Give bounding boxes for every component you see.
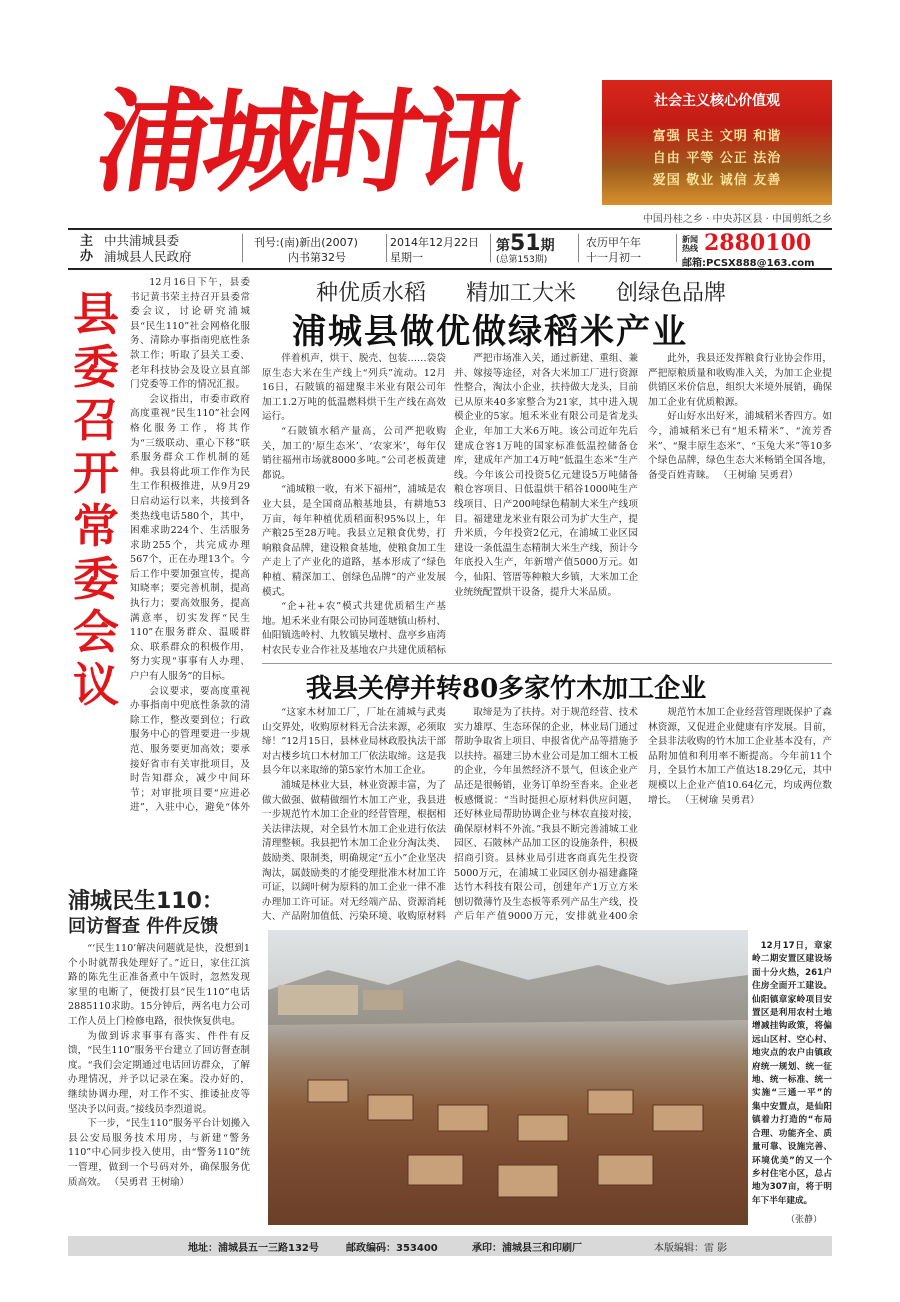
- core-values-banner: [602, 80, 832, 205]
- hotline-label: 新闻 热线: [682, 235, 698, 253]
- sponsor-names: 中共浦城县委 浦城县人民政府: [104, 233, 192, 264]
- footer-bar: [68, 1236, 832, 1256]
- photo-caption: 12月17日，章家岭二期安置区建设场面十分火热，261户住房全面开工建设。仙阳镇章家岭项目安置区是利用农村土地增减挂钩政策，将偏远山区村、空心村、地灾点的农户由镇政府统一规划、统一征地、统一标准、统一实施“三通一平”的集中安置点，是仙阳镇着力打造的“布局合理、功能齐全、质量可靠、设施完善、环境优美”的又一个乡村住宅小区，总占地为307亩，将于明年下半年建成。: [752, 941, 832, 1206]
- issue-number: 第51期 (总第153期): [496, 231, 555, 265]
- footer-address: 地址：浦城县五一三路132号: [188, 1243, 319, 1254]
- hotline-number: 2880100: [704, 230, 812, 256]
- main-story-col-2: 严把市场准入关，通过新建、重组、兼并、嫁接等途径，对各大米加工厂进行资源性整合，淘汰小企业，扶持做大龙头，目前已从原来40多家整合为21家，其中进入规模企业的5家。旭禾米业有限公司是省龙头企业，年加工大米6万吨。该公司近年先后建成仓容1万吨的国家标准低温控储备仓库，建成年产加工4万吨“低温生态米”生产线。今年该公司投资5亿元建设5万吨储备粮仓容项目、日低温烘干稻谷1000吨生产线项目、日产200吨绿色精制大米生产线项目。福建建龙米业有限公司为扩大生产，提升米质，今年投资2亿元，在浦城工业区园建设一条低温生态精制大米生产线，预计今年底投入生产，年新增产值5000万元。如今，仙阳、管厝等种粮大乡镇，大米加工企业统统配置烘干设备，提升大米品质。: [454, 353, 638, 598]
- second-story-col-2: 取缔是为了扶持。对于规范经营、技术实力雄厚、生态环保的企业，林业局门通过帮助争取省上项目、申报省优产品等措施予以扶持。福建三协木业公司是加工细木工板的企业，今年虽然经济不景气，但该企业产品还是很畅销，业务订单纷至沓来。企业老板感慨说：“当时挺担心原材料供应问题，还好林业局帮助协调企业与林农直接对接，确保原材料不外流。”我县不断完善浦城工业园区、石陂林产品加工区的设施条件，积极招商引资。县林业局引进客商真先生投资5000万元，在浦城工业园区创办福建鑫隆达竹木科技有限公司，创建年产1万立方米刨切微薄竹及生态板等系列产品生产线，投产后年产值9000万元，安排就业400余: [454, 707, 638, 923]
- photo-credit: （张静）: [786, 1215, 823, 1225]
- banner-row: 富强 民主 文明 和谐: [652, 129, 782, 144]
- main-story-col-1: 伴着机声，烘干、脱壳、包装……袋袋原生态大米在生产线上“列兵”流动。12月16日，石陂镇的福建聚丰米业有限公司年加工1.2万吨的低温燃料烘干生产线在高效运行。 “石陂镇水稻产量高，公司严把收购关，加工的‘原生态米’、‘农家米’，每年仅销往福州市场就8000多吨。”公司老板黄建都说。 “浦城粮一收，有米下福州”，浦城是农业大县，是全国商品粮基地县，有耕地53万亩，每年种植优质稻面积95%以上，年产粮25至28万吨。我县立足粮食优势，打响粮食品牌，建设粮食基地，使粮食加工生产走上了产业化的道路，基本形成了“绿色种植、精深加工、创绿色品牌”的产业发展模式。 “企+社+农”模式共建优质稻生产基地。旭禾米业有限公司协同莲塘镇山桥村、仙阳镇选岭村、九牧镇吴墩村、盘亭乡庙湾村农民专业合作社及基地农户共建优质稻标: [262, 353, 446, 656]
- main-story-col-3: 此外，我县还发挥粮食行业协会作用，严把原粮质量和收购准入关，为加工企业提供销区米价信息，组织大米境外展销，确保加工企业有优质粮源。 好山好水出好米，浦城稻米香四方。如今，浦城稻米已有“旭禾精米”、“流芳香米”、“聚丰原生态米”、“玉兔大米”等10多个绿色品牌，绿色生态大米畅销全国各地，备受百姓青睐。 （王树瑜 吴勇君）: [648, 353, 832, 481]
- footer-editor: 本版编辑：雷 影: [654, 1243, 728, 1254]
- construction-site-photo: [268, 930, 748, 1225]
- second-story-col-3: 规范竹木加工企业经营管理既保护了森林资源，又促进企业健康有序发展。目前，全县非法收购的竹木加工企业基本没有，产品附加值和利用率不断提高。今年前11个月，全县竹木加工产值达18.29亿元，其中规模以上企业产值10.64亿元，均成两位数增长。 （王树瑜 吴勇君）: [648, 707, 832, 806]
- left-story-headline: 县委召开常委会议: [73, 287, 119, 712]
- second-story-col-1: “这家木材加工厂，厂址在浦城与武夷山交界处，收购原材料无合法来源，必须取缔！”12月15日，县林业局林政股执法干部对古楼乡坑口木材加工厂依法取缔。这是我县今年以来取缔的第5家竹木加工企业。 浦城是林业大县，林业资源丰富，为了做大做强、做精做细竹木加工产业，我县进一步规范竹木加工企业的经营管理，根据相关法律法规，对全县竹木加工企业进行依法清理整顿。我县把竹木加工企业分淘汰类、鼓励类、限制类，明确规定“五小”企业坚决淘汰，属鼓励类的才能受理批准木材加工许可证，以阔叶树为原料的加工企业一律不准办理加工许可证。对无经端产品、资源消耗大、产品附加值低、污染环境、收购原材料: [262, 707, 446, 923]
- lower-left-headline-2: 回访督查 件件反馈: [68, 916, 219, 937]
- slogan: 中国丹桂之乡 · 中央苏区县 · 中国剪纸之乡: [642, 214, 832, 225]
- sponsor-label: 主 办: [80, 234, 94, 264]
- banner-row: 爱国 敬业 诚信 友善: [652, 173, 782, 188]
- meta-bar: [68, 230, 832, 269]
- lower-left-body: “‘民生110’解决问题就是快，没想到1个小时就帮我处理好了。”近日，家住江滨路的陈先生正准备煮中午饭时，忽然发现家里的电断了，便拨打县“民生110”电话2885110求助。15分钟后，两名电力公司工作人员上门检修电路，很快恢复供电。 为做到诉求事事有落实、件件有反馈，“民生110”服务平台建立了回访督查制度。“我们会定期通过电话回访群众，了解办理情况，并予以记录在案。没办好的，继续协调办理，对工作不实、推诿扯皮等坚决予以问责。”接线员李烈道说。 下一步，“民生110”服务平台计划搬入县公安局服务技术用房，与新建“警务110”中心同步投入使用，由“警务110”统一管理，做到一个号码对外，确保服务优质高效。 （吴勇君 王树瑜）: [68, 943, 250, 1188]
- publication-number: 刊号:(南)新出(2007) 内书第32号: [254, 236, 358, 264]
- banner-title: 社会主义核心价值观: [654, 93, 780, 109]
- left-story-body: 12月16日下午，县委书记黄书荣主持召开县委常委会议，讨论研究浦城县“民生110”社会网格化服务、清除办事指南兜底性条款工作；听取了县关工委、老年科技协会及设立县直部门党委等工作的情况汇报。 会议指出，市委市政府高度重视“民生110”社会网格化服务工作，将其作为“三级联动、重心下移”联系服务群众工作机制的延伸。我县将此项工作作为民生工作积极推进，从9月29日启动运行以来，共接到各类热线电话580个，其中，困难求助224个、生活服务求助255个，共完成办理567个，正在办理13个。今后工作中要加强宣传，提高知晓率；要完善机制，提高执行力；要高效服务，提高满意率，切实发挥“民生110”在服务群众、温暖群众、联系群众的积极作用，努力实现“事事有人办理、户户有人服务”的目标。 会议要求，要高度重视办事指南中兜底性条款的清除工作，整改要到位；行政服务中心的管理要进一步规范、服务要更加高效；要承接好省市有关审批项目，及时告知群众，减少中间环节；对审批项目要“应进必进”，入驻中心，避免“体外: [130, 277, 250, 814]
- issue-date: 2014年12月22日 星期一: [390, 236, 479, 264]
- email: 邮箱:PCSX888@163.com: [682, 258, 815, 269]
- footer-postcode: 邮政编码：353400: [346, 1243, 438, 1254]
- banner-row: 自由 平等 公正 法治: [652, 151, 782, 166]
- main-kicker: 种优质水稻 精加工大米 创绿色品牌: [316, 281, 727, 306]
- footer-printer: 承印：浦城县三和印刷厂: [472, 1243, 582, 1254]
- masthead-title: 浦城时讯: [88, 77, 532, 208]
- main-headline: 浦城县做优做绿稻米产业: [292, 312, 688, 352]
- left-story-tail: [68, 814, 250, 872]
- lower-left-headline-1: 浦城民生110：: [68, 889, 224, 914]
- lunar-date: 农历甲午年 十一月初一: [586, 236, 641, 264]
- second-headline: 我县关停并转80多家竹木加工企业: [306, 674, 707, 704]
